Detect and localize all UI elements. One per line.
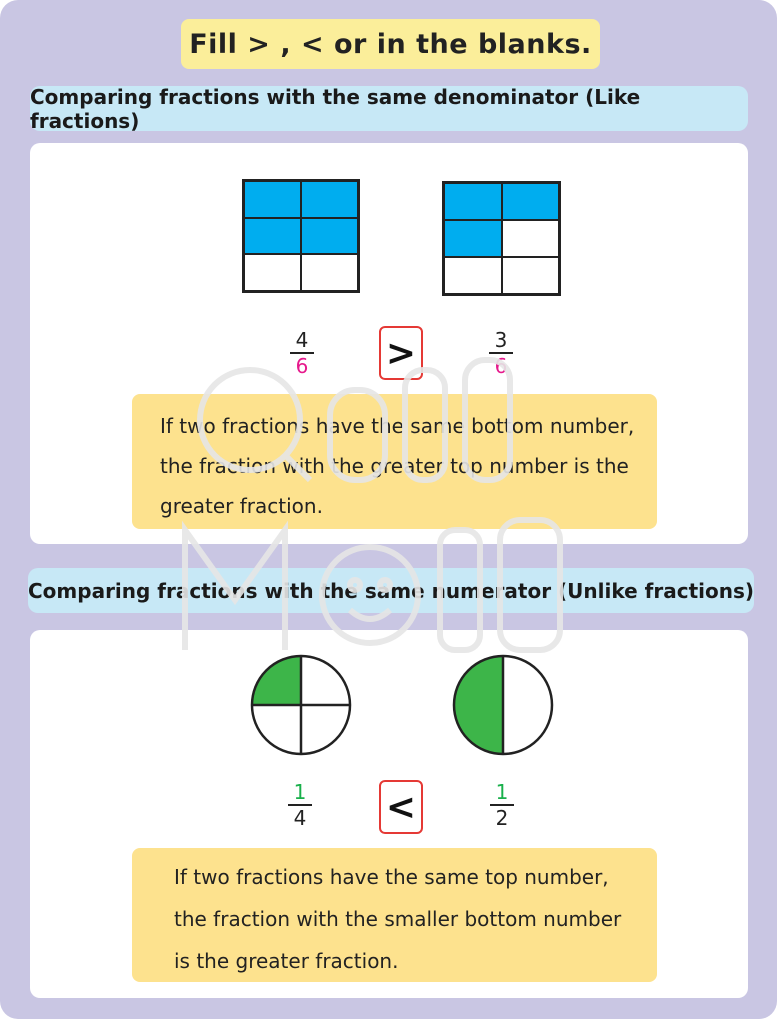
left-circle-one-quarter bbox=[250, 654, 352, 756]
grid-cell-empty bbox=[502, 220, 560, 257]
fraction-one-half bbox=[482, 781, 522, 829]
rule-note-like-fractions bbox=[132, 394, 657, 529]
note-line: If two fractions have the same top number, bbox=[174, 865, 609, 889]
denominator: 6 bbox=[494, 353, 508, 378]
left-grid-four-sixths bbox=[242, 179, 360, 293]
grid-cell-shaded bbox=[444, 183, 502, 220]
note-line: the fraction with the greater top number is the bbox=[160, 454, 629, 478]
fraction-one-quarter bbox=[280, 781, 320, 829]
rule-note-unlike-fractions bbox=[132, 848, 657, 982]
grid-cell-shaded bbox=[244, 218, 301, 255]
comparison-sign-box[interactable]: > bbox=[379, 326, 423, 380]
numerator: 1 bbox=[293, 780, 307, 804]
grid-cell-shaded bbox=[444, 220, 502, 257]
note-line: greater fraction. bbox=[160, 494, 323, 518]
grid-cell-empty bbox=[244, 254, 301, 291]
numerator: 1 bbox=[495, 780, 509, 804]
denominator: 4 bbox=[293, 805, 307, 830]
worksheet-title: Fill > , < or in the blanks. bbox=[181, 19, 600, 69]
grid-cell-empty bbox=[502, 257, 560, 294]
section2-heading: Comparing fractions with the same numerator (Unlike fractions) bbox=[28, 568, 754, 613]
grid-cell-empty bbox=[301, 254, 358, 291]
note-line: If two fractions have the same bottom number, bbox=[160, 414, 635, 438]
denominator: 2 bbox=[495, 805, 509, 830]
numerator: 3 bbox=[494, 328, 508, 352]
section1-heading: Comparing fractions with the same denominator (Like fractions) bbox=[30, 86, 748, 131]
right-circle-one-half bbox=[452, 654, 554, 756]
grid-cell-empty bbox=[444, 257, 502, 294]
fraction-three-sixths bbox=[481, 329, 521, 377]
circle-shaded-part bbox=[454, 656, 503, 754]
grid-cell-shaded bbox=[301, 181, 358, 218]
note-line: is the greater fraction. bbox=[174, 949, 399, 973]
comparison-sign-box[interactable]: < bbox=[379, 780, 423, 834]
grid-cell-shaded bbox=[502, 183, 560, 220]
denominator: 6 bbox=[295, 353, 309, 378]
numerator: 4 bbox=[295, 328, 309, 352]
grid-cell-shaded bbox=[244, 181, 301, 218]
section2-panel bbox=[30, 630, 748, 998]
note-line: the fraction with the smaller bottom number bbox=[174, 907, 622, 931]
fraction-four-sixths bbox=[282, 329, 322, 377]
section1-panel bbox=[30, 143, 748, 544]
right-grid-three-sixths bbox=[442, 181, 561, 296]
grid-cell-shaded bbox=[301, 218, 358, 255]
